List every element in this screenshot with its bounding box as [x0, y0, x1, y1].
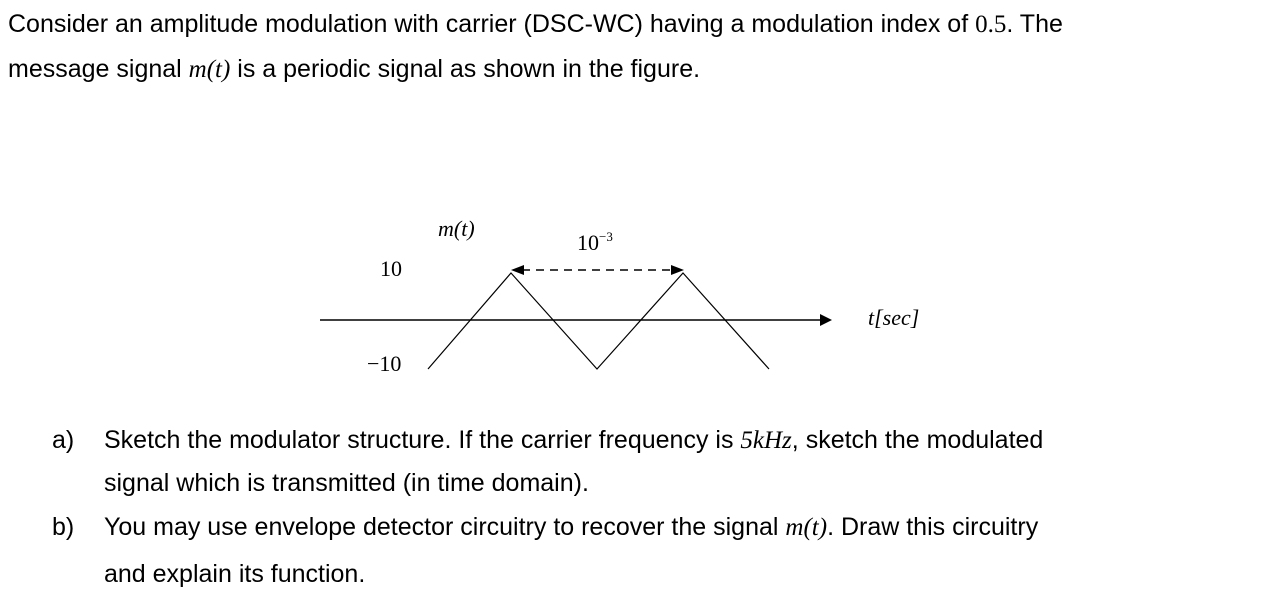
carrier-frequency: 5kHz — [740, 427, 792, 454]
trough-value-label: −10 — [367, 351, 402, 376]
signal-name: m(t) — [188, 56, 231, 83]
question-b-text-2: . Draw this circuitry — [827, 513, 1039, 541]
period-exponent: −3 — [599, 229, 613, 244]
question-a — [52, 418, 1257, 504]
intro-line-1 — [8, 2, 1258, 47]
peak-value-label: 10 — [380, 256, 402, 281]
question-b — [52, 504, 1257, 598]
intro-line-2 — [8, 47, 1258, 92]
problem-statement — [8, 2, 1258, 92]
period-label — [577, 230, 613, 256]
question-a-line-2: signal which is transmitted (in time domain). — [104, 469, 589, 497]
intro-text-4: is a periodic signal as shown in the figure. — [237, 55, 701, 83]
period-base: 10 — [577, 230, 599, 255]
period-left-arrow-icon — [511, 265, 524, 275]
question-a-marker: a) — [52, 426, 75, 454]
question-list — [52, 418, 1257, 598]
question-b-line-1 — [104, 504, 1257, 551]
intro-text-2: . The — [1006, 10, 1063, 38]
question-b-line-2: and explain its function. — [104, 560, 366, 588]
intro-text-3: message signal — [8, 55, 182, 83]
question-a-line-1 — [104, 418, 1252, 462]
modulation-index: 0.5 — [975, 11, 1007, 38]
triangle-waveform — [428, 273, 769, 369]
recovered-signal: m(t) — [785, 514, 828, 541]
signal-label: m(t) — [438, 216, 475, 241]
intro-text-1: Consider an amplitude modulation with carrier (DSC-WC) having a modulation index of — [8, 10, 969, 38]
question-b-marker: b) — [52, 513, 75, 541]
question-a-text-2: , sketch the modulated — [791, 426, 1044, 454]
question-b-text-1: You may use envelope detector circuitry to recover the signal — [104, 513, 779, 541]
axis-arrow-icon — [820, 314, 832, 326]
message-signal-figure — [300, 210, 960, 395]
axis-label: t[sec] — [868, 305, 920, 330]
question-a-text-1: Sketch the modulator structure. If the carrier frequency is — [104, 426, 734, 454]
